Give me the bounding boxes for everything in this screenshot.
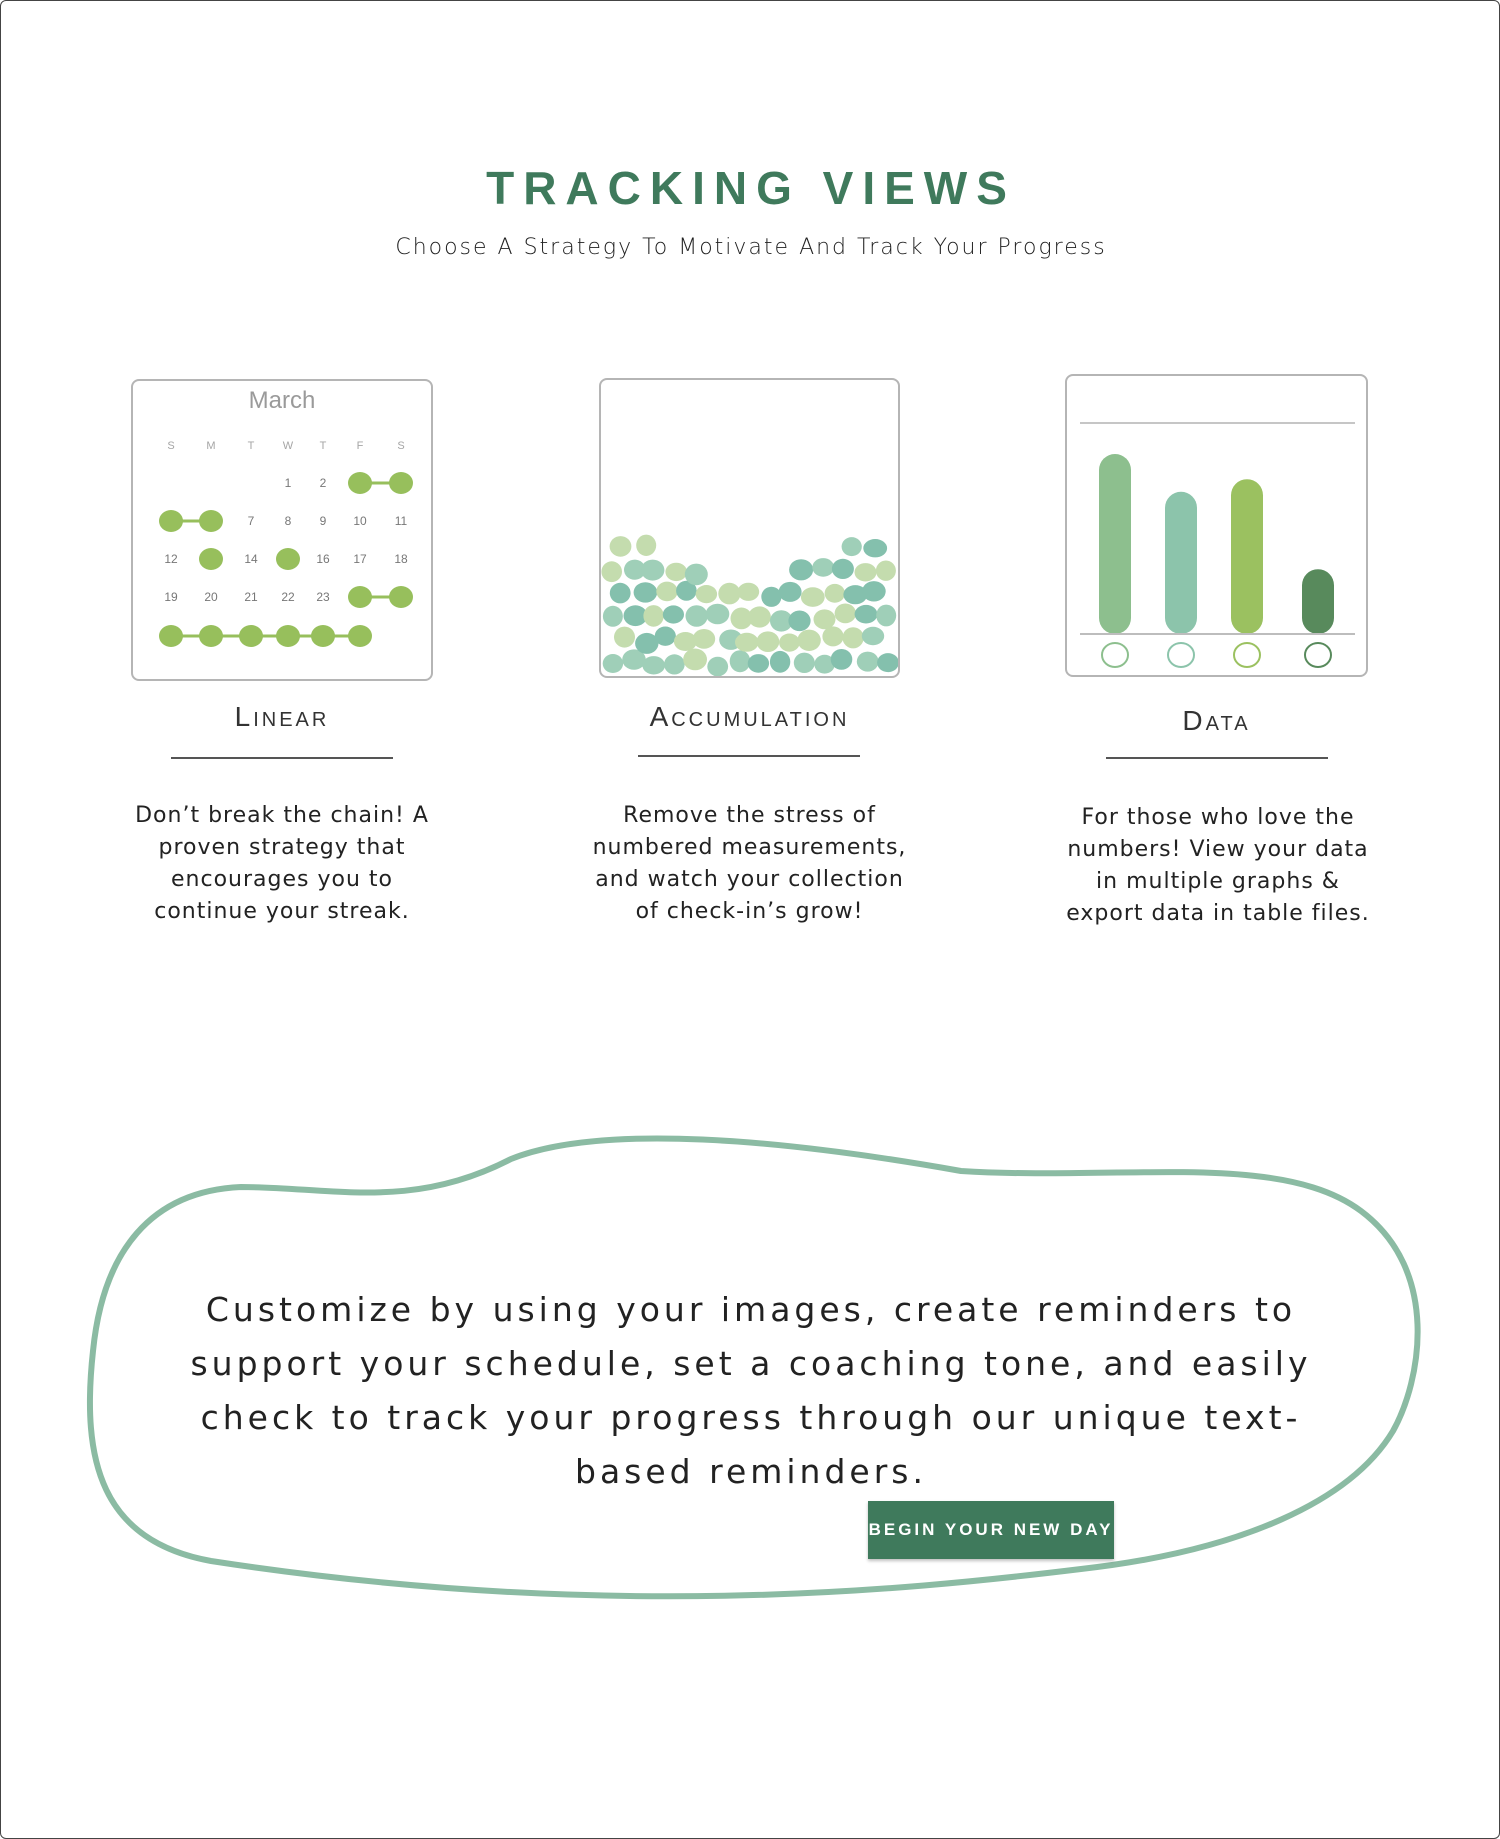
accumulation-divider [638,755,860,757]
checked-day-dot [239,625,263,647]
data-chart-card [1065,374,1368,677]
pebble [641,560,664,581]
pebble [832,559,854,579]
checked-day-dot [389,472,413,494]
pebble [788,611,810,632]
day-check-circle [1102,643,1128,667]
calendar-day: 8 [284,514,292,528]
pebble [855,605,878,624]
pebble [634,582,658,602]
pebble [683,649,707,671]
accumulation-jar-card [599,378,900,678]
pebble [797,630,820,651]
pebble [842,537,862,556]
calendar-day: 14 [244,552,258,566]
data-title: Data [1182,705,1251,736]
pebble [779,582,802,602]
goal-bar [1165,492,1197,634]
checked-day-dot [199,548,223,570]
pebble [610,536,632,557]
linear-calendar-card [131,379,433,681]
pebble [730,650,751,672]
pebble [706,604,730,625]
pebble [831,649,853,670]
pebble [707,657,728,676]
pebble [843,627,864,648]
weekday-label: W [282,440,294,452]
pebble [738,583,760,601]
weekday-label: S [397,440,405,452]
calendar-illustration [133,381,431,679]
pebble [825,584,845,603]
day-check-circle [1168,643,1194,667]
pebble [748,654,769,673]
pebble [876,561,896,581]
calendar-day: 2 [319,476,327,490]
calendar-day: 11 [394,514,408,528]
goal-bar [1231,479,1263,634]
accumulation-title: Accumulation [649,701,850,732]
checked-day-dot [159,625,183,647]
linear-divider [171,757,393,759]
linear-title: Linear [234,701,330,732]
checked-day-dot [199,625,223,647]
pebble [779,634,800,652]
pebble [642,656,665,674]
pebble [686,605,708,627]
weekday-label: F [356,440,364,452]
pebble [761,587,781,607]
pebble [685,564,708,586]
page-subtitle: Choose A Strategy To Motivate And Track Your Progress [395,235,1107,260]
begin-new-day-button[interactable]: BEGIN YOUR NEW DAY [868,1501,1114,1559]
pebble [603,654,623,673]
pebble [857,652,879,672]
pebble [696,585,717,603]
calendar-day: 10 [353,514,367,528]
pebble [757,631,780,652]
pebble [601,561,622,582]
pebble [603,606,623,627]
day-check-circle [1234,643,1260,667]
pebble [665,563,687,581]
pebble [655,627,676,646]
weekday-label: M [206,440,216,452]
pebble [835,604,856,624]
pebble [748,606,771,627]
goal-bar [1099,454,1131,634]
pebble [610,583,631,604]
calendar-day: 21 [244,590,258,604]
checked-day-dot [348,625,372,647]
calendar-day: 7 [247,514,255,528]
pebble [663,605,684,623]
checked-day-dot [348,472,372,494]
pebble [801,587,825,607]
pebble [693,629,715,649]
calendar-day: 12 [164,552,178,566]
checked-day-dot [159,510,183,532]
weekly-goals-chart [1067,376,1366,675]
calendar-day: 17 [353,552,367,566]
calendar-day: 9 [319,514,327,528]
data-divider [1106,757,1328,759]
pebble [877,653,898,672]
pebble [862,627,884,645]
pebble [862,581,886,601]
pebble [789,559,813,580]
pebble [814,609,836,629]
calendar-day: 19 [164,590,178,604]
pebble [718,583,740,605]
calendar-day: 16 [316,552,330,566]
weekday-label: T [319,440,327,452]
day-check-circle [1305,643,1331,667]
pebble [863,539,887,557]
pebble [636,535,656,556]
checked-day-dot [276,548,300,570]
pebble [812,558,834,577]
pebble [643,605,663,627]
accumulation-description: Remove the stress of numbered measurements, and watch your collection of check-in’s grow! [592,803,907,924]
cta-text: Customize by using your images, create reminders to support your schedule, set a coaching tone, and easily check to track your progress through our unique text-based reminders. [190,1290,1312,1491]
weekday-label: S [167,440,175,452]
pebble [855,563,877,581]
pebble [794,653,815,673]
calendar-day: 23 [316,590,330,604]
checked-day-dot [311,625,335,647]
calendar-day: 22 [281,590,295,604]
pebble [876,605,896,627]
linear-description: Don’t break the chain! A proven strategy that encourages you to continue your streak. [135,803,429,924]
page-title: TRACKING VIEWS [486,162,1016,214]
pebble [614,627,635,648]
pebble [770,651,790,673]
calendar-day: 18 [394,552,408,566]
checked-day-dot [199,510,223,532]
pebble [822,626,843,646]
weekday-label: T [247,440,255,452]
checked-day-dot [276,625,300,647]
pebble [735,633,759,652]
calendar-month-label: March [248,387,316,414]
goal-bar [1302,569,1334,634]
calendar-day: 20 [204,590,218,604]
pebble-jar-illustration [601,380,898,676]
checked-day-dot [348,586,372,608]
pebble [664,654,685,674]
checked-day-dot [389,586,413,608]
data-description: For those who love the numbers! View your data in multiple graphs & export data in table files. [1066,805,1370,926]
calendar-day: 1 [284,476,292,490]
pebble [656,582,677,602]
